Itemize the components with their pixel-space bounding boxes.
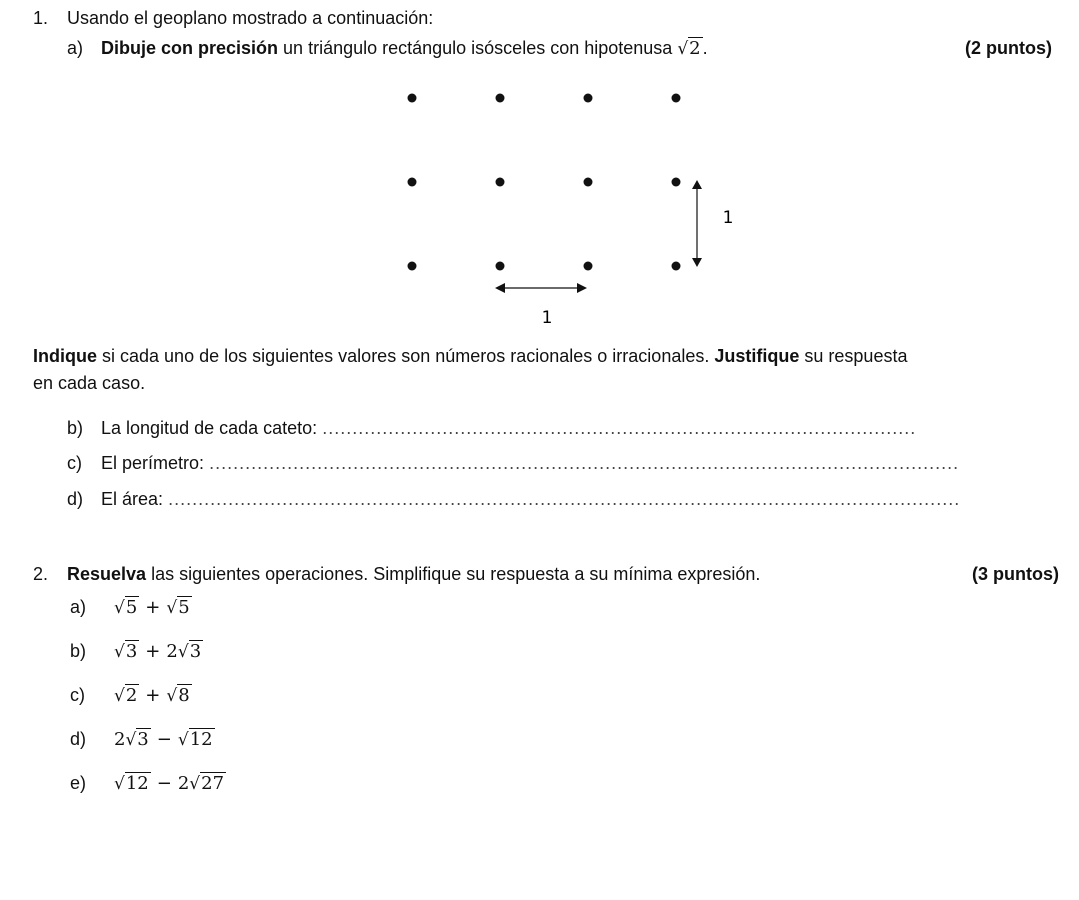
radical-2: √5	[166, 597, 190, 618]
radicand-1: 12	[125, 773, 149, 794]
question-1-intro-text: Usando el geoplano mostrado a continuación:	[67, 8, 434, 28]
justify-text: su respuesta	[804, 346, 908, 366]
operator: +	[145, 597, 161, 618]
indicate-text: si cada uno de los siguientes valores son números racionales o irracionales.	[102, 346, 710, 366]
operation-b	[70, 641, 203, 662]
geoboard-peg[interactable]	[584, 262, 593, 271]
question-1a-bold: Dibuje con precisión	[101, 38, 279, 58]
radical-1: √3	[125, 729, 149, 750]
item-d-label: El área:	[101, 489, 164, 509]
radicand-2: 27	[201, 773, 225, 794]
geoboard-peg[interactable]	[408, 94, 417, 103]
geoboard-peg[interactable]	[672, 262, 681, 271]
item-c	[67, 453, 959, 474]
geoboard-peg[interactable]	[496, 94, 505, 103]
operation-a	[70, 597, 192, 618]
radicand-1: 3	[125, 641, 138, 662]
geoboard-peg[interactable]	[672, 178, 681, 187]
operation-letter: b)	[70, 641, 87, 661]
question-2-number: 2.	[33, 564, 49, 584]
question-1a-text: un triángulo rectángulo isósceles con hipotenusa	[283, 38, 673, 58]
operation-letter: c)	[70, 685, 85, 705]
vertical-unit-arrow	[692, 180, 702, 267]
item-b-letter: b)	[67, 418, 84, 438]
geoboard-peg[interactable]	[496, 262, 505, 271]
radical-1: √12	[114, 773, 149, 794]
radical-2: √12	[177, 729, 213, 750]
sqrt-2-expression: √2	[677, 38, 701, 59]
coef-1: 2	[114, 729, 126, 750]
geoboard-peg[interactable]	[672, 94, 681, 103]
indicate-paragraph-line2: en cada caso.	[33, 373, 146, 393]
operator: +	[145, 641, 161, 662]
geoboard-peg[interactable]	[496, 178, 505, 187]
horizontal-unit-arrow	[495, 283, 587, 293]
geoboard-peg[interactable]	[584, 94, 593, 103]
question-2-text: las siguientes operaciones. Simplifique su respuesta a su mínima expresión.	[151, 564, 761, 584]
radicand-1: 3	[137, 729, 149, 750]
question-2-header	[33, 564, 760, 585]
radicand-2: 12	[189, 729, 213, 750]
radicand-2: 5	[178, 597, 190, 618]
question-2-bold: Resuelva	[67, 564, 147, 584]
geoboard-peg[interactable]	[408, 262, 417, 271]
question-1-intro	[33, 8, 433, 29]
sqrt-radicand: 2	[689, 38, 701, 59]
radical-1: √2	[114, 685, 138, 706]
question-1-number: 1.	[33, 8, 49, 28]
geoboard-dots	[408, 94, 681, 271]
operation-letter: e)	[70, 773, 87, 793]
operation-letter: d)	[70, 729, 87, 749]
question-1a-letter: a)	[67, 38, 84, 58]
radical-2: √27	[189, 773, 225, 794]
operator: +	[145, 685, 161, 706]
radical-2: √3	[177, 641, 202, 662]
indicate-bold: Indique	[33, 346, 97, 366]
horizontal-unit-label: 1	[541, 308, 553, 328]
item-b-label: La longitud de cada cateto:	[101, 418, 318, 438]
operator: −	[156, 773, 172, 794]
geoboard-peg[interactable]	[584, 178, 593, 187]
radical-2: √8	[166, 685, 190, 706]
item-b	[67, 418, 916, 439]
vertical-unit-label: 1	[722, 208, 734, 228]
question-1a-end: .	[702, 38, 708, 58]
operation-letter: a)	[70, 597, 87, 617]
geoboard-peg[interactable]	[408, 178, 417, 187]
question-1a-points: (2 puntos)	[965, 38, 1052, 58]
coef-2: 2	[166, 641, 178, 662]
answer-line-d[interactable]: ....................................................................................................................................	[168, 489, 961, 509]
geoboard-diagram	[380, 70, 780, 330]
radicand-1: 5	[125, 597, 138, 618]
item-d	[67, 489, 960, 510]
radical-1: √3	[114, 641, 138, 662]
question-1a	[67, 38, 708, 59]
radicand-1: 2	[125, 685, 138, 706]
question-2-points: (3 puntos)	[972, 564, 1059, 584]
coef-2: 2	[177, 773, 190, 794]
answer-line-c[interactable]: .............................................................................................................................	[209, 453, 960, 473]
operation-c	[70, 685, 192, 706]
operation-d	[70, 729, 215, 750]
indicate-paragraph-line1	[33, 346, 907, 367]
justify-bold: Justifique	[714, 346, 800, 366]
radicand-2: 3	[189, 641, 202, 662]
radicand-2: 8	[178, 685, 190, 706]
radical-1: √5	[114, 597, 138, 618]
item-c-letter: c)	[67, 453, 82, 473]
operator: −	[156, 729, 172, 750]
item-c-label: El perímetro:	[101, 453, 205, 473]
operation-e	[70, 773, 226, 794]
answer-line-b[interactable]: ...................................................................................................	[322, 418, 917, 438]
item-d-letter: d)	[67, 489, 84, 509]
